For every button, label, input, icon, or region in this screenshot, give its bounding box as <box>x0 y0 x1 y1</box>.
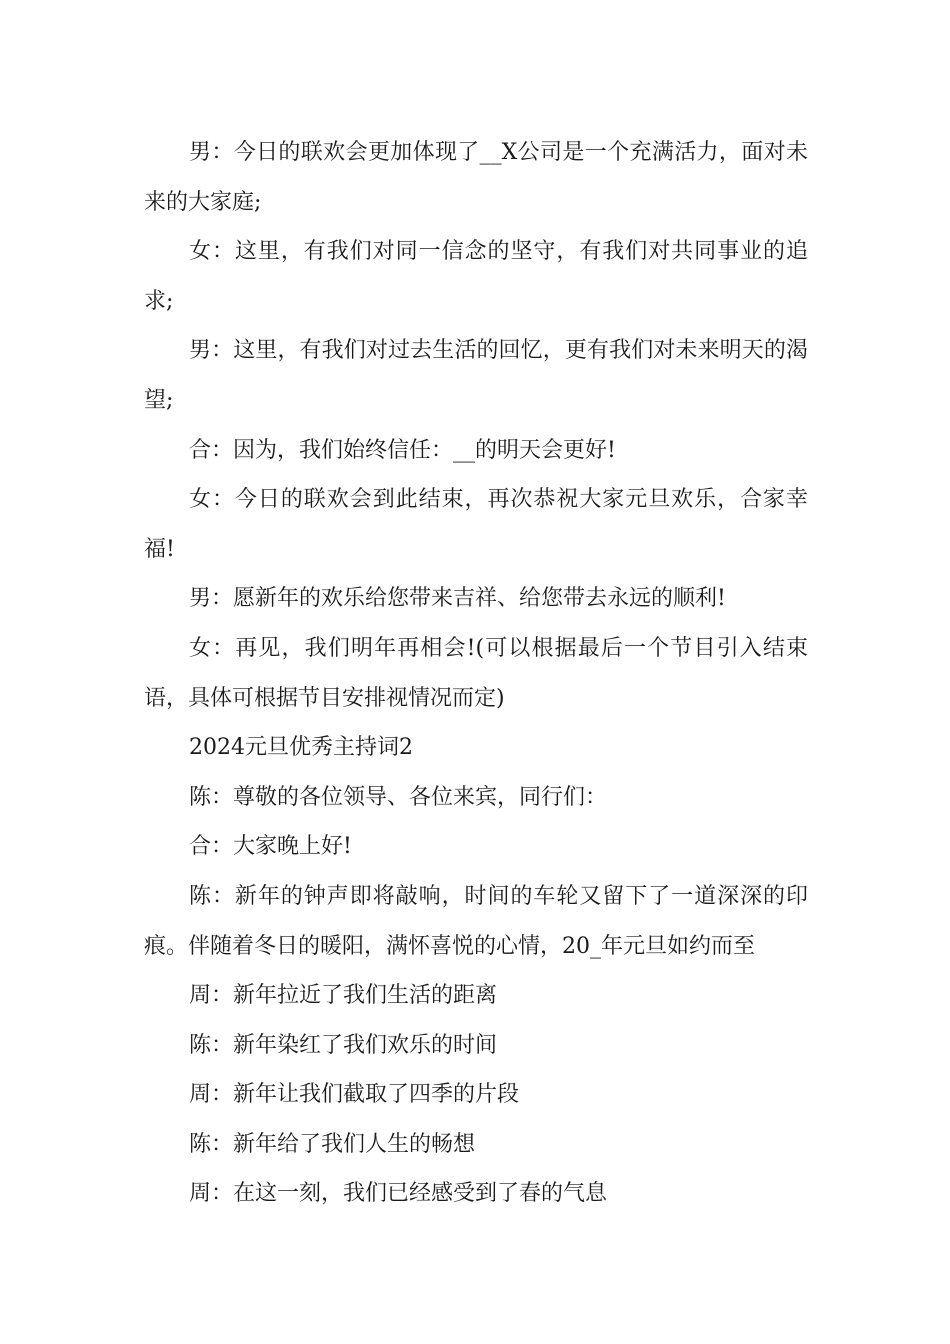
paragraph: 陈：新年染红了我们欢乐的时间 <box>189 1032 498 1058</box>
paragraph: 女：再见，我们明年再相会!(可以根据最后一个节目引入结束语，具体可根据节目安排视情况而定) <box>144 635 808 711</box>
paragraph: 周：新年让我们截取了四季的片段 <box>189 1082 520 1108</box>
section-heading: 2024元旦优秀主持词2 <box>189 735 413 761</box>
paragraph: 周：新年拉近了我们生活的距离 <box>189 983 498 1009</box>
document-body <box>144 128 808 1219</box>
paragraph: 合：大家晚上好! <box>189 834 352 860</box>
paragraph: 陈：尊敬的各位领导、各位来宾，同行们： <box>189 784 608 810</box>
paragraph: 男：这里，有我们对过去生活的回忆，更有我们对未来明天的渴望; <box>144 338 808 413</box>
paragraph: 合：因为，我们始终信任：__的明天会更好! <box>189 437 616 463</box>
paragraph: 陈：新年给了我们人生的畅想 <box>189 1131 476 1157</box>
paragraph: 女：这里，有我们对同一信念的坚守，有我们对共同事业的追求; <box>144 239 808 314</box>
paragraph: 陈：新年的钟声即将敲响，时间的车轮又留下了一道深深的印痕。伴随着冬日的暖阳，满怀喜悦的心情，20_年元旦如约而至 <box>144 883 808 959</box>
paragraph: 女：今日的联欢会到此结束，再次恭祝大家元旦欢乐，合家幸福! <box>144 487 808 562</box>
paragraph: 周：在这一刻，我们已经感受到了春的气息 <box>189 1181 608 1207</box>
paragraph: 男：今日的联欢会更加体现了__X公司是一个充满活力，面对未来的大家庭; <box>144 140 808 215</box>
paragraph: 男：愿新年的欢乐给您带来吉祥、给您带去永远的顺利! <box>189 586 726 612</box>
